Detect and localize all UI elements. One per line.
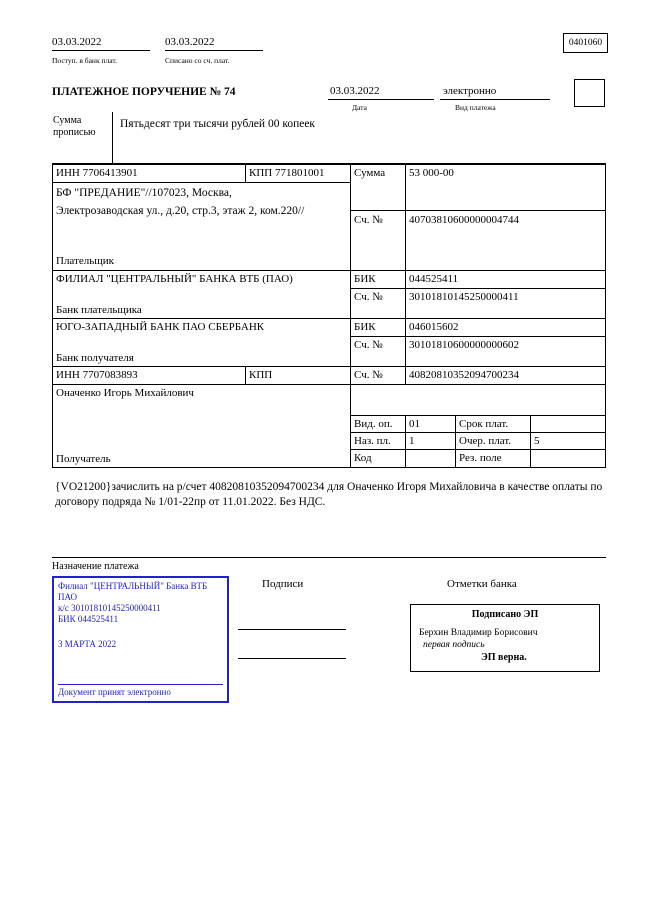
payment-kind-label: Вид платежа xyxy=(455,103,496,112)
payer-inn: ИНН 7706413901 xyxy=(56,167,138,179)
purpose-code-value: 1 xyxy=(409,435,415,447)
payer-account: 40703810600000004744 xyxy=(409,214,519,226)
payer-bank-account: 30101810145250000411 xyxy=(409,291,519,303)
signature-line-2 xyxy=(238,658,346,659)
payee-bank-bik-label: БИК xyxy=(354,321,376,333)
esign-signer: Берхин Владимир Борисович xyxy=(419,628,538,638)
payer-bank-label: Банк плательщика xyxy=(56,304,142,316)
payee-label: Получатель xyxy=(56,453,111,465)
purpose-code-label: Наз. пл. xyxy=(354,435,391,447)
table-border xyxy=(350,415,606,416)
table-border xyxy=(52,164,606,165)
table-border xyxy=(52,164,53,467)
payment-kind: электронно xyxy=(440,85,550,100)
esign-verified: ЭП верна. xyxy=(481,652,527,663)
payee-bank-account: 30101810600000000602 xyxy=(409,339,519,351)
esign-role: первая подпись xyxy=(423,640,485,650)
stamp-corr-account: к/с 30101810145250000411 xyxy=(58,603,161,613)
received-date-label: Поступ. в банк плат. xyxy=(52,56,117,65)
form-code-box xyxy=(563,33,608,53)
payee-inn: ИНН 7707083893 xyxy=(56,369,138,381)
payee-kpp-label: КПП xyxy=(249,369,273,381)
payer-bank-account-label: Сч. № xyxy=(354,291,383,303)
purpose-label: Назначение платежа xyxy=(52,561,139,572)
stamp-bik: БИК 044525411 xyxy=(58,614,119,624)
sum-value: 53 000-00 xyxy=(409,167,454,179)
payee-account: 40820810352094700234 xyxy=(409,369,519,381)
document-date-label: Дата xyxy=(352,103,367,112)
table-border xyxy=(405,164,406,384)
priority-label: Очер. плат. xyxy=(459,435,512,447)
received-date: 03.03.2022 xyxy=(52,36,150,51)
table-border xyxy=(530,415,531,467)
payer-label: Плательщик xyxy=(56,255,114,267)
priority-value: 5 xyxy=(534,435,540,447)
res-field-label: Рез. поле xyxy=(459,452,502,464)
sum-label: Сумма xyxy=(354,167,386,179)
op-type-value: 01 xyxy=(409,418,420,430)
payer-name: БФ "ПРЕДАНИЕ"//107023, Москва, Электрозаводская ул., д.20, стр.3, этаж 2, ком.220// xyxy=(56,187,305,217)
payee-name: Оначенко Игорь Михайлович xyxy=(56,387,194,399)
details-table xyxy=(52,164,606,468)
table-border xyxy=(245,164,246,182)
purpose-underline xyxy=(52,557,606,558)
payee-account-label: Сч. № xyxy=(354,369,383,381)
document-date: 03.03.2022 xyxy=(328,85,434,100)
table-border xyxy=(52,182,350,183)
bank-marks-label: Отметки банка xyxy=(447,578,517,590)
payee-bank-bik: 046015602 xyxy=(409,321,459,333)
table-border xyxy=(455,415,456,467)
amount-words-label: Сумма прописью xyxy=(52,112,113,164)
code-label: Код xyxy=(354,452,372,464)
table-border xyxy=(605,164,606,467)
table-border xyxy=(52,384,606,385)
signature-line-1 xyxy=(238,629,346,630)
bank-acceptance-stamp xyxy=(52,576,229,703)
table-border xyxy=(52,467,606,468)
document-title: ПЛАТЕЖНОЕ ПОРУЧЕНИЕ № 74 xyxy=(52,86,236,98)
term-label: Срок плат. xyxy=(459,418,509,430)
amount-words-value: Пятьдесят три тысячи рублей 00 копеек xyxy=(120,118,316,130)
esign-stamp xyxy=(410,604,600,672)
payee-bank-label: Банк получателя xyxy=(56,352,134,364)
table-border xyxy=(350,288,606,289)
table-border xyxy=(405,415,406,467)
debited-date: 03.03.2022 xyxy=(165,36,263,51)
form-code: 0401060 xyxy=(568,38,603,48)
payer-account-label: Сч. № xyxy=(354,214,383,226)
table-border xyxy=(245,366,246,384)
signatures-label: Подписи xyxy=(262,578,304,590)
esign-title: Подписано ЭП xyxy=(471,609,539,620)
table-border xyxy=(52,270,606,271)
payer-bank-bik: 044525411 xyxy=(409,273,459,285)
op-type-label: Вид. оп. xyxy=(354,418,393,430)
table-border xyxy=(350,164,351,467)
payer-bank-bik-label: БИК xyxy=(354,273,376,285)
payer-kpp: КПП 771801001 xyxy=(249,167,325,179)
status-box xyxy=(574,79,605,107)
stamp-bank-name: Филиал "ЦЕНТРАЛЬНЫЙ" Банка ВТБ ПАО xyxy=(58,581,208,602)
amount-words-section xyxy=(52,112,606,164)
table-border xyxy=(350,210,606,211)
table-border xyxy=(350,449,606,450)
debited-date-label: Списано со сч. плат. xyxy=(165,56,230,65)
table-border xyxy=(350,432,606,433)
payee-bank-account-label: Сч. № xyxy=(354,339,383,351)
stamp-note: Документ принят электронно xyxy=(58,684,223,698)
stamp-date: 3 МАРТА 2022 xyxy=(58,639,117,649)
table-border xyxy=(350,336,606,337)
purpose-text: {VO21200}зачислить на р/счет 40820810352094700234 для Оначенко Игоря Михайловича в качестве оплаты по договору подряда № 1/01-22пр от 11.01.2022. Без НДС. xyxy=(55,481,603,508)
table-border xyxy=(52,318,606,319)
payee-bank-name: ЮГО-ЗАПАДНЫЙ БАНК ПАО СБЕРБАНК xyxy=(56,321,265,333)
payer-bank-name: ФИЛИАЛ "ЦЕНТРАЛЬНЫЙ" БАНКА ВТБ (ПАО) xyxy=(56,273,293,285)
table-border xyxy=(52,366,606,367)
